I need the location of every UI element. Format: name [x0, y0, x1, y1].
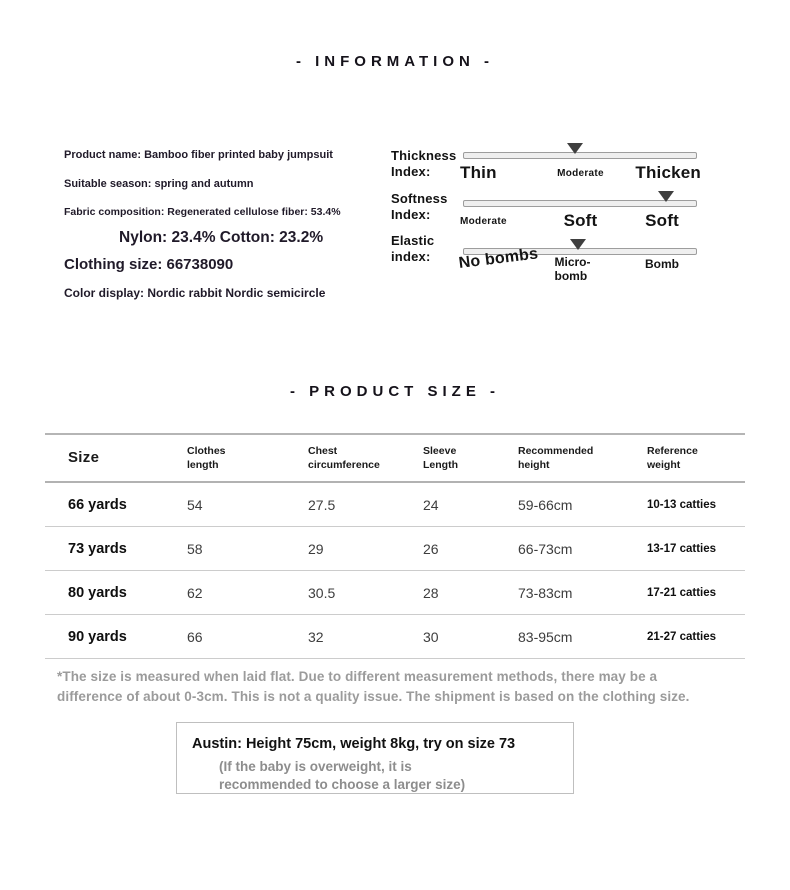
cell-size: 80 yards — [68, 584, 127, 601]
cell-clothes-length: 62 — [187, 584, 203, 601]
softness-option-soft-right: Soft — [645, 211, 679, 230]
size-table-header-row — [45, 433, 745, 483]
cell-height: 66-73cm — [518, 540, 573, 557]
cell-sleeve: 30 — [423, 628, 439, 645]
col-header-size: Size — [68, 448, 100, 466]
clothing-size-line: Clothing size: 66738090 — [64, 256, 234, 273]
softness-option-soft-mid: Soft — [563, 211, 598, 230]
product-size-section-title: - PRODUCT SIZE - — [290, 383, 500, 400]
cell-weight: 13-17 catties — [647, 542, 717, 555]
thickness-option-moderate: Moderate — [557, 168, 604, 179]
thickness-option-thin: Thin — [460, 163, 497, 182]
model-fit-box — [176, 722, 574, 794]
elastic-marker-icon — [570, 239, 586, 250]
cell-weight: 21-27 catties — [647, 630, 717, 643]
cell-chest: 29 — [308, 540, 324, 557]
table-row — [45, 527, 745, 571]
cell-sleeve: 26 — [423, 540, 439, 557]
cell-clothes-length: 58 — [187, 540, 203, 557]
cell-height: 73-83cm — [518, 584, 573, 601]
cell-size: 90 yards — [68, 628, 127, 645]
cell-weight: 10-13 catties — [647, 498, 717, 511]
softness-option-moderate: Moderate — [460, 216, 507, 227]
elastic-index-label: Elastic index: — [391, 233, 435, 265]
elastic-option-no-bombs: No bombs — [457, 245, 540, 273]
elastic-option-bomb: Bomb — [645, 257, 679, 271]
measurement-note — [57, 667, 743, 708]
thickness-marker-icon — [567, 143, 583, 154]
fabric-percent-line: Nylon: 23.4% Cotton: 23.2% — [119, 229, 324, 246]
color-display-line: Color display: Nordic rabbit Nordic semicircle — [64, 286, 326, 300]
product-name-line: Product name: Bamboo fiber printed baby jumpsuit — [64, 149, 333, 161]
cell-chest: 27.5 — [308, 496, 336, 513]
model-fit-hint: (If the baby is overweight, it is recommended to choose a larger size) — [219, 759, 466, 792]
cell-height: 59-66cm — [518, 496, 573, 513]
note-line-2: difference of about 0-3cm. This is not a quality issue. The shipment is based on the clothing size. — [57, 689, 690, 705]
thickness-index-label: Thickness Index: — [391, 148, 457, 180]
softness-index-label: Softness Index: — [391, 191, 448, 223]
thickness-slider-track — [463, 152, 697, 159]
cell-clothes-length: 54 — [187, 496, 203, 513]
index-sliders-panel — [388, 143, 718, 308]
col-header-sleeve-length: Sleeve Length — [423, 444, 458, 471]
col-header-chest-circumference: Chest circumference — [308, 444, 380, 471]
product-info-block — [64, 149, 396, 300]
col-header-recommended-height: Recommended height — [518, 444, 594, 471]
cell-sleeve: 28 — [423, 584, 439, 601]
elastic-option-micro-bomb: Micro-bomb — [554, 255, 591, 284]
table-row — [45, 571, 745, 615]
table-row — [45, 615, 745, 659]
note-line-1: *The size is measured when laid flat. Due to different measurement methods, there may be a — [57, 669, 658, 684]
cell-size: 73 yards — [68, 540, 127, 557]
cell-weight: 17-21 catties — [647, 586, 717, 599]
cell-height: 83-95cm — [518, 628, 573, 645]
cell-chest: 30.5 — [308, 584, 336, 601]
table-row — [45, 483, 745, 527]
size-table — [45, 433, 745, 659]
model-fit-line: Austin: Height 75cm, weight 8kg, try on size 73 — [192, 736, 516, 752]
cell-sleeve: 24 — [423, 496, 439, 513]
thickness-option-thicken: Thicken — [635, 163, 701, 182]
softness-slider-track — [463, 200, 697, 207]
fabric-line: Fabric composition: Regenerated cellulose fiber: 53.4% — [64, 206, 341, 218]
softness-options — [460, 211, 701, 231]
cell-clothes-length: 66 — [187, 628, 203, 645]
softness-marker-icon — [658, 191, 674, 202]
col-header-reference-weight: Reference weight — [647, 444, 698, 471]
cell-size: 66 yards — [68, 496, 127, 513]
col-header-clothes-length: Clothes length — [187, 444, 226, 471]
thickness-options — [460, 163, 701, 183]
season-line: Suitable season: spring and autumn — [64, 178, 254, 190]
information-section-title: - INFORMATION - — [295, 53, 495, 70]
cell-chest: 32 — [308, 628, 324, 645]
elastic-options — [457, 245, 701, 285]
